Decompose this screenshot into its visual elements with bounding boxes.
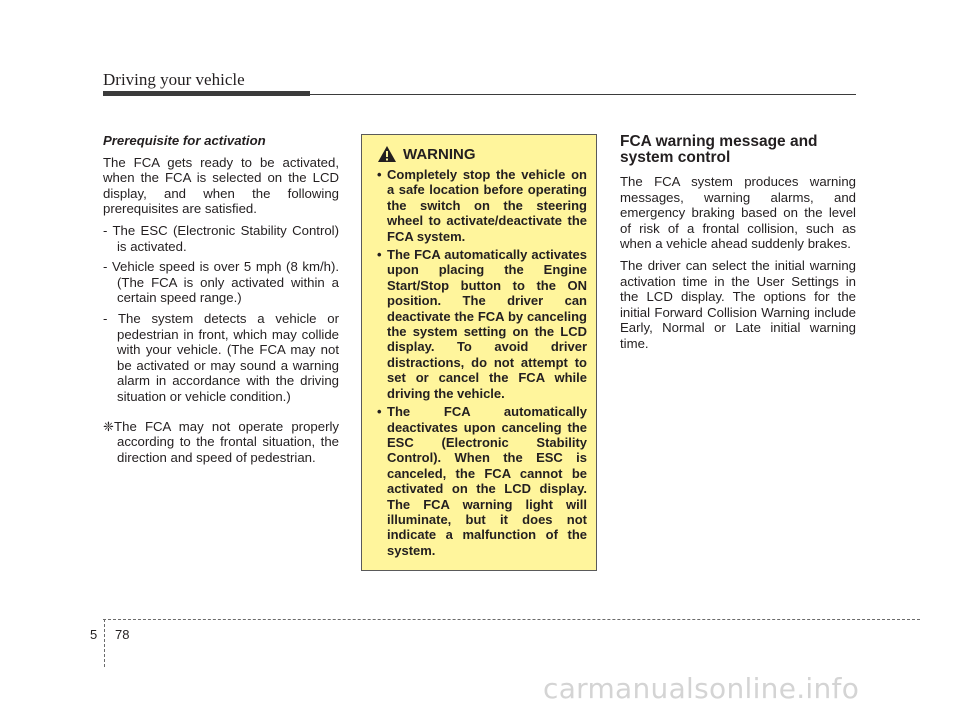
warning-item: • The FCA automatically deactivates upon canceling the ESC (Electronic Stability Control). When the ESC is canceled, the FCA cannot be activated on the LCD display. The FCA warning light will illuminate, but it does not indicate a malfunction of the system.: [377, 404, 587, 558]
warning-triangle-icon: [377, 145, 397, 163]
bullet-icon: •: [377, 247, 382, 263]
condition-item: - Vehicle speed is over 5 mph (8 km/h). (The FCA is only activated within a certain speed range.): [103, 259, 339, 306]
warning-title: WARNING: [403, 145, 476, 163]
bullet-icon: •: [377, 167, 382, 182]
condition-item: - The system detects a vehicle or pedestrian in front, which may collide with your vehicle. (The FCA may not be activated or may sound a warning alarm in accordance with the driving situation or vehicle condition.): [103, 310, 339, 404]
note-item: ❈The FCA may not operate properly according to the frontal situation, the direction and speed of pedestrian.: [103, 418, 339, 465]
header-bar: [103, 91, 310, 96]
warning-box: [361, 134, 597, 571]
prerequisite-subheading: Prerequisite for activation: [103, 133, 266, 148]
condition-item: - The ESC (Electronic Stability Control) is activated.: [103, 222, 339, 254]
section-heading: FCA warning message and system control: [620, 133, 818, 166]
chapter-number: 5: [90, 627, 98, 642]
bullet-icon: •: [377, 404, 382, 420]
page-number: 78: [115, 627, 130, 642]
warning-header: [373, 145, 587, 163]
footer-vertical-rule: [104, 619, 105, 667]
footer-rule: [103, 619, 920, 620]
watermark: carmanualsonline.info: [543, 672, 860, 705]
body-paragraph: The FCA system produces warning messages, warning alarms, and emergency braking based on the level of risk of a frontal collision, such as when a vehicle ahead suddenly brakes.: [620, 174, 856, 252]
left-column: [103, 133, 339, 465]
right-column: [620, 134, 856, 358]
page-header-title: Driving your vehicle: [103, 70, 245, 89]
prerequisite-intro: The FCA gets ready to be activated, when the FCA is selected on the LCD display, and when the following prerequisites are satisfied.: [103, 154, 339, 217]
body-paragraph: The driver can select the initial warning activation time in the User Settings in the LCD display. The options for the initial Forward Collision Warning include Early, Normal or Late initial warning time.: [620, 257, 856, 351]
header-rule: [310, 94, 856, 95]
warning-item: • The FCA automatically activates upon placing the Engine Start/Stop button to the ON position. The driver can deactivate the FCA by canceling the system setting on the LCD display. To avoid driver distractions, do not attempt to set or cancel the FCA while driving the vehicle.: [377, 247, 587, 401]
warning-item: • Completely stop the vehicle on a safe location before operating the switch on the steering wheel to activate/deactivate the FCA system.: [377, 167, 587, 244]
